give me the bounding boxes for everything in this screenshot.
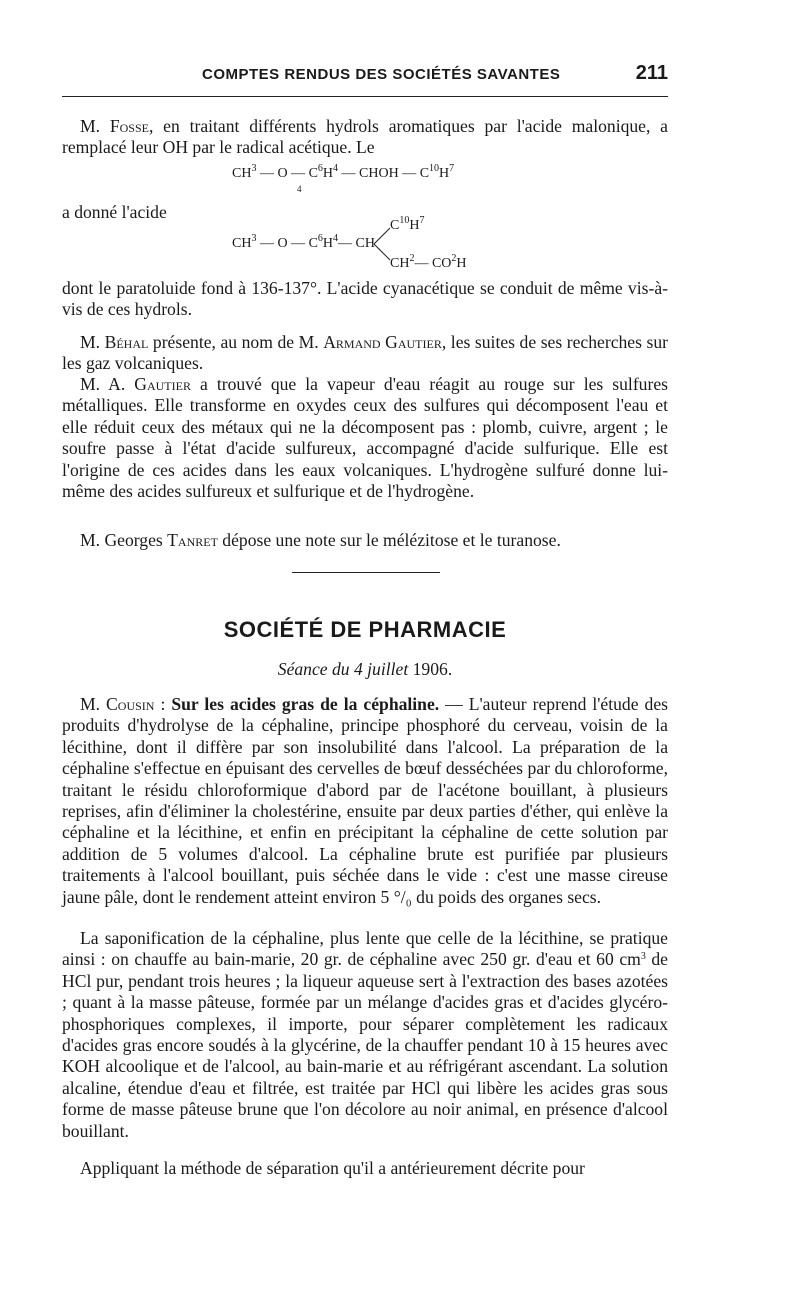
- f2-bot: CH: [390, 256, 410, 271]
- tanret-intro: M. Georges: [80, 530, 168, 550]
- f1-d: — CHOH — C: [338, 166, 430, 181]
- behal-mid: présente, au nom de M.: [148, 332, 324, 352]
- f2-bot2: — CO: [414, 256, 452, 271]
- f2-mid2: H: [322, 236, 334, 251]
- cousin-intro: M.: [80, 694, 107, 714]
- saponification-b: de HCl pur, pendant trois heures ; la liqueur aqueuse sert à l'extraction des bases azotées ; quant à la masse pâteuse, formée par un mélange d'acides gras et d'acides glycéro-phosphoriques complexes, il importe, pour séparer complètement les radicaux d'acides gras encore soudés à la glycérine, de la chauffer pendant 10 à 15 heures avec KOH alcoolique et de l'alcool, au bain-marie et au réfrigérant ascendant. La solution alcaline, étendue d'eau et filtrée, est traitée par HCl qui libère les acides gras sous forme de masse pâteuse brune que l'on décolore au noir animal, en présence d'alcool bouillant.: [62, 949, 668, 1141]
- running-title: COMPTES RENDUS DES SOCIÉTÉS SAVANTES: [202, 66, 561, 83]
- paragraph-fosse: [62, 116, 668, 159]
- formula-acid-main: [232, 233, 375, 252]
- author-armand-gautier: Armand Gautier: [323, 332, 442, 352]
- f2-top2: H: [409, 218, 420, 233]
- f1-c: H: [322, 166, 334, 181]
- behal-end: , les suites de ses recherches sur les gaz volcaniques.: [62, 332, 669, 374]
- f2-left-sup: 3: [251, 233, 257, 244]
- session-date-italic: Séance du 4 juillet: [277, 659, 409, 679]
- paragraph-gautier: [62, 374, 668, 502]
- paragraph-fosse-after: dont le paratoluide fond à 136-137°. L'acide cyanacétique se conduit de même vis-à-vis de ces hydrols.: [62, 278, 668, 320]
- f2-bot2-sup: 2: [451, 253, 457, 264]
- cousin-text: — L'auteur reprend l'étude des produits d'hydrolyse de la céphaline, principe phosphoré du cerveau, voisin de la lécithine, dont il diffère par son insolubilité dans l'alcool. La préparation de la céphaline s'effectue en épuisant des cervelles de bœuf desséchées par du chloroforme, traitant le résidu chloroformique d'abord par de l'acétone bouillant, à plusieurs reprises, afin d'éliminer la cholestérine, ensuite par deux parties d'éther, qui enlève la céphaline et la lécithine, et enfin en précipitant la céphaline de cette solution par addition de 5 volumes d'alcool. La céphaline brute est purifiée par plusieurs traitements à l'alcool bouillant, puis séchée dans le vide : c'est une masse cireuse jaune pâle, dont le rendement atteint environ 5 °/₀ du poids des organes secs.: [62, 694, 668, 907]
- f2-mid3: — CH: [338, 236, 375, 251]
- header-rule: [62, 96, 668, 97]
- f1-e-sup: 7: [449, 163, 455, 174]
- formula-hydrol: [232, 163, 455, 182]
- session-date-year: 1906.: [412, 659, 453, 679]
- cousin-sep: :: [154, 694, 172, 714]
- saponification-a: La saponification de la céphaline, plus lente que celle de la lécithine, se pratique ainsi : on chauffe au bain-marie, 20 gr. de céphaline avec 250 gr. d'eau et 60 cm: [62, 928, 668, 970]
- paragraph-behal: [62, 332, 668, 375]
- formula-hydrol-sub: 4: [297, 184, 302, 194]
- author-fosse: M. Fosse: [80, 116, 149, 136]
- f1-a-sup: 3: [251, 163, 257, 174]
- f2-mid2-sup: 4: [333, 233, 339, 244]
- f2-left: CH: [232, 236, 252, 251]
- f1-c-sup: 4: [333, 163, 339, 174]
- f2-mid: — O — C: [256, 236, 318, 251]
- f2-mid-sup: 6: [317, 233, 323, 244]
- author-tanret: Tanret: [167, 530, 218, 550]
- running-head: [62, 62, 668, 92]
- author-cousin: Cousin: [106, 694, 155, 714]
- f2-top2-sup: 7: [419, 215, 425, 226]
- session-date: [0, 659, 730, 680]
- f1-b: — O — C: [256, 166, 318, 181]
- section-divider: [292, 572, 440, 573]
- cousin-title: Sur les acides gras de la céphaline.: [171, 694, 440, 714]
- formula-acid-top: [390, 215, 425, 234]
- f1-d-sup: 10: [429, 163, 440, 174]
- paragraph-appliquant: Appliquant la méthode de séparation qu'il a antérieurement décrite pour: [80, 1158, 585, 1178]
- f2-bot3: H: [456, 256, 467, 271]
- author-gautier: Gautier: [134, 374, 191, 394]
- f1-b-sup: 6: [317, 163, 323, 174]
- behal-intro: M.: [80, 332, 105, 352]
- f2-bot-sup: 2: [409, 253, 415, 264]
- gautier-text: a trouvé que la vapeur d'eau réagit au rouge sur les sulfures métalliques. Elle transforme en oxydes ceux des sulfures qui décomposent l'eau et elle réduit ceux des métaux qui ne la décomposent pas : plomb, cuivre, argent ; le soufre passe à l'état d'acide sulfureux, accompagné d'acide sulfurique. Elle est l'origine de ces acides dans les eaux volcaniques. L'hydrogène sulfuré donne lui-même des acides sulfureux et sulfurique et de l'hydrogène.: [62, 374, 668, 502]
- gautier-intro: M. A.: [80, 374, 135, 394]
- f2-top: C: [390, 218, 400, 233]
- paragraph-saponification: [62, 928, 668, 1142]
- paragraph-tanret: [62, 530, 668, 551]
- formula-acid-bottom: [390, 253, 467, 272]
- section-title: SOCIÉTÉ DE PHARMACIE: [223, 617, 507, 642]
- paragraph-cousin: [62, 694, 668, 908]
- author-behal: Béhal: [104, 332, 149, 352]
- page-number: 211: [635, 62, 668, 84]
- tanret-text: dépose une note sur le mélézitose et le turanose.: [217, 530, 561, 550]
- fosse-text: , en traitant différents hydrols aromatiques par l'acide malonique, a remplacé leur OH par le radical acétique. Le: [62, 116, 668, 158]
- label-acide: a donné l'acide: [62, 202, 167, 222]
- f1-e: H: [439, 166, 450, 181]
- saponification-sup: 3: [640, 951, 646, 963]
- f2-top-sup: 10: [399, 215, 410, 226]
- f1-a: CH: [232, 166, 252, 181]
